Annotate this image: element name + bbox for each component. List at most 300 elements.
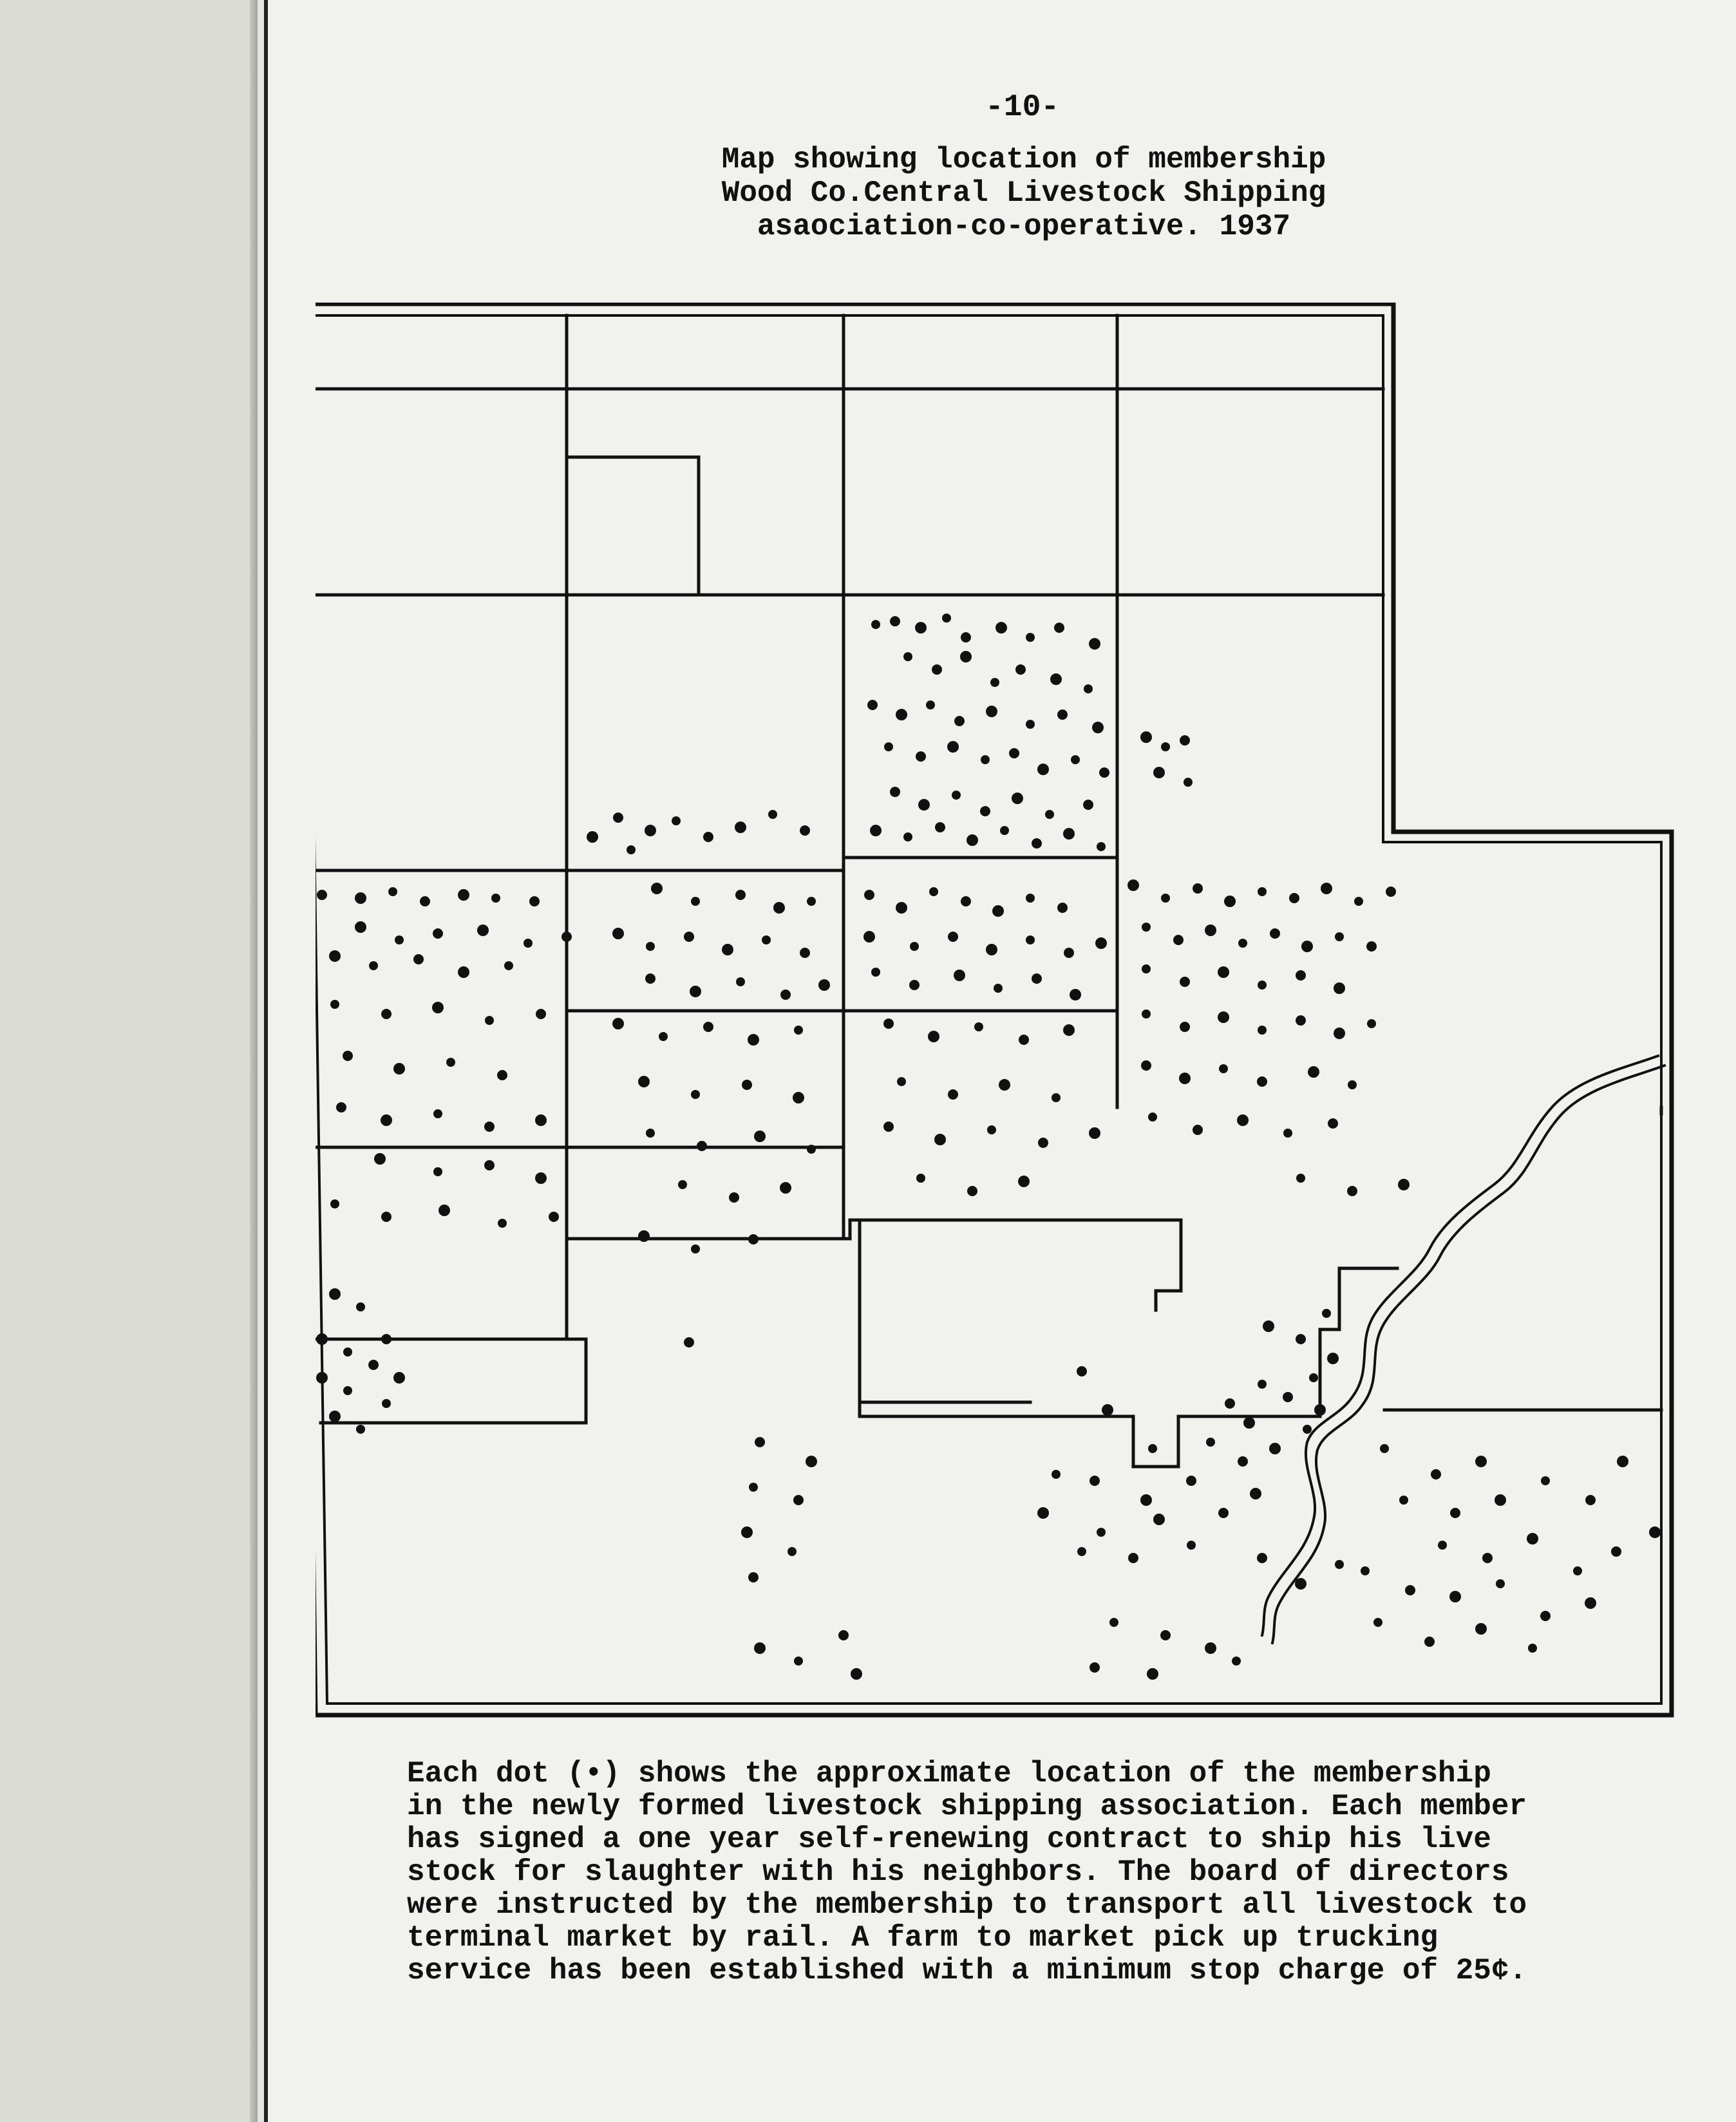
member-location-dot xyxy=(1026,633,1035,642)
member-location-dot xyxy=(910,942,919,951)
member-location-dot xyxy=(897,1077,906,1086)
member-location-dot xyxy=(1140,731,1152,743)
member-location-dot xyxy=(1232,1657,1241,1666)
member-location-dot xyxy=(987,1125,996,1134)
member-location-dot xyxy=(794,1026,803,1035)
member-location-dot xyxy=(1347,1186,1357,1196)
caption-line: Each dot (•) shows the approximate location of the membership xyxy=(407,1757,1491,1790)
member-location-dot xyxy=(780,990,791,1000)
member-location-dot xyxy=(929,887,938,896)
map-title-line: asaociation-co-operative. 1937 xyxy=(757,210,1291,243)
member-location-dot xyxy=(1099,767,1109,778)
member-location-dot xyxy=(1077,1547,1086,1556)
member-location-dot xyxy=(1142,923,1151,932)
member-location-dot xyxy=(735,890,746,900)
member-location-dot xyxy=(1097,842,1106,851)
member-location-dot xyxy=(773,902,785,914)
member-location-dot xyxy=(1438,1541,1447,1550)
member-location-dot xyxy=(1386,887,1396,897)
member-location-dot xyxy=(793,1495,804,1505)
member-location-dot xyxy=(1528,1644,1537,1653)
member-location-dot xyxy=(918,799,930,811)
caption-line: were instructed by the membership to transport all livestock to xyxy=(407,1888,1527,1922)
member-location-dot xyxy=(484,1122,495,1132)
member-location-dot xyxy=(561,932,572,942)
member-location-dot xyxy=(749,1483,758,1492)
member-location-dot xyxy=(1585,1597,1596,1609)
member-location-dot xyxy=(1095,937,1107,949)
member-location-dot xyxy=(736,977,745,986)
member-location-dot xyxy=(735,822,746,833)
member-location-dot xyxy=(1180,977,1190,987)
member-location-dot xyxy=(1180,1022,1190,1032)
member-location-dot xyxy=(1000,826,1009,835)
member-location-dot xyxy=(932,664,942,675)
member-location-dot xyxy=(961,632,971,643)
member-location-dot xyxy=(356,1425,365,1434)
member-location-dot xyxy=(1009,748,1019,758)
member-location-dot xyxy=(612,1018,624,1029)
member-location-dot xyxy=(433,928,443,939)
member-location-dot xyxy=(1334,1028,1345,1039)
member-location-dot xyxy=(613,812,623,823)
member-location-dot xyxy=(1050,673,1062,685)
member-location-dot xyxy=(413,954,424,964)
member-location-dot xyxy=(1052,1093,1061,1102)
member-location-dot xyxy=(691,1090,700,1099)
member-location-dot xyxy=(535,1114,547,1126)
member-location-dot xyxy=(806,1456,817,1467)
member-location-dot xyxy=(343,1347,352,1357)
member-location-dot xyxy=(388,887,397,896)
member-location-dot xyxy=(627,845,636,854)
member-location-dot xyxy=(1296,1174,1305,1183)
member-location-dot xyxy=(1321,883,1332,894)
member-location-dot xyxy=(890,616,900,626)
member-location-dot xyxy=(1270,928,1280,939)
member-location-dot xyxy=(1424,1637,1435,1647)
member-location-dot xyxy=(1071,755,1080,764)
member-location-dot xyxy=(1219,1064,1228,1073)
member-location-dot xyxy=(703,1022,713,1032)
member-location-dot xyxy=(1193,883,1203,894)
map-title-line: Wood Co.Central Livestock Shipping xyxy=(721,176,1326,210)
member-location-dot xyxy=(1296,1015,1306,1026)
member-location-dot xyxy=(1147,1668,1158,1680)
member-location-dot xyxy=(329,1411,341,1422)
member-location-dot xyxy=(368,1360,379,1370)
member-location-dot xyxy=(1617,1456,1628,1467)
member-location-dot xyxy=(381,1114,392,1126)
member-location-dot xyxy=(1160,1630,1171,1640)
member-location-dot xyxy=(1257,1553,1267,1563)
member-location-dot xyxy=(748,1034,759,1046)
member-location-dot xyxy=(1180,735,1190,746)
member-location-dot xyxy=(871,620,880,629)
caption-line: in the newly formed livestock shipping association. Each member xyxy=(407,1790,1527,1823)
member-location-dot xyxy=(1296,1334,1306,1344)
member-location-dot xyxy=(1032,838,1042,849)
member-location-dot xyxy=(1258,981,1267,990)
member-location-dot xyxy=(981,755,990,764)
member-location-dot xyxy=(703,832,713,842)
member-location-dot xyxy=(986,944,997,955)
member-location-dot xyxy=(1399,1496,1408,1505)
member-location-dot xyxy=(1054,623,1064,633)
member-location-dot xyxy=(1090,1476,1100,1486)
member-location-dot xyxy=(484,1160,495,1170)
member-location-dot xyxy=(807,897,816,906)
member-location-dot xyxy=(1296,970,1306,981)
member-location-dot xyxy=(903,652,912,661)
member-location-dot xyxy=(755,1437,765,1447)
caption-line: terminal market by rail. A farm to market pick up trucking xyxy=(407,1921,1439,1955)
member-location-dot xyxy=(691,897,700,906)
member-location-dot xyxy=(1263,1320,1274,1332)
member-location-dot xyxy=(974,1022,983,1031)
member-location-dot xyxy=(381,1212,392,1222)
member-location-dot xyxy=(871,968,880,977)
member-location-dot xyxy=(890,787,900,797)
member-location-dot xyxy=(1431,1469,1441,1479)
member-location-dot xyxy=(343,1386,352,1395)
member-location-dot xyxy=(446,1058,455,1067)
member-location-dot xyxy=(497,1070,507,1080)
member-location-dot xyxy=(369,961,378,970)
member-location-dot xyxy=(1064,948,1074,958)
member-location-dot xyxy=(960,651,972,662)
member-location-dot xyxy=(1077,1366,1087,1376)
member-location-dot xyxy=(1193,1125,1203,1135)
member-location-dot xyxy=(1012,793,1023,804)
member-location-dot xyxy=(992,905,1004,917)
member-location-dot xyxy=(1257,1076,1267,1087)
member-location-dot xyxy=(1018,1176,1030,1187)
member-location-dot xyxy=(1148,1444,1157,1453)
member-location-dot xyxy=(948,932,958,942)
member-location-dot xyxy=(646,1129,655,1138)
member-location-dot xyxy=(1026,935,1035,944)
member-location-dot xyxy=(916,1174,925,1183)
member-location-dot xyxy=(1205,925,1216,936)
member-location-dot xyxy=(1070,989,1081,1000)
member-location-dot xyxy=(1179,1073,1191,1084)
member-location-dot xyxy=(903,832,912,841)
member-location-dot xyxy=(1482,1553,1493,1563)
member-location-dot xyxy=(1496,1579,1505,1588)
member-location-dot xyxy=(1063,1024,1075,1036)
member-location-dot xyxy=(1327,1353,1339,1364)
member-location-dot xyxy=(491,894,500,903)
member-location-dot xyxy=(1037,764,1049,775)
member-location-dot xyxy=(1097,1528,1106,1537)
member-location-dot xyxy=(1527,1533,1538,1545)
member-location-dot xyxy=(1238,939,1247,948)
county-map xyxy=(316,303,1694,1725)
member-location-dot xyxy=(317,890,327,900)
member-location-dot xyxy=(1089,1127,1100,1139)
member-location-dot xyxy=(1366,941,1377,952)
map-title xyxy=(554,143,1494,243)
member-location-dot xyxy=(793,1092,804,1103)
member-location-dot xyxy=(1289,893,1299,903)
member-location-dot xyxy=(1015,664,1026,675)
member-location-dot xyxy=(1187,1541,1196,1550)
member-location-dot xyxy=(316,1333,328,1345)
member-location-dot xyxy=(1037,1507,1049,1519)
member-location-dot xyxy=(1334,982,1345,994)
member-location-dot xyxy=(788,1547,797,1556)
member-location-dot xyxy=(867,700,878,710)
member-location-dot xyxy=(1142,964,1151,973)
member-location-dot xyxy=(638,1076,650,1087)
member-location-dot xyxy=(863,931,875,943)
member-location-dot xyxy=(1398,1179,1410,1190)
member-location-dot xyxy=(645,825,656,836)
member-location-dot xyxy=(1301,941,1313,952)
member-location-dot xyxy=(1142,1009,1151,1019)
member-location-dot xyxy=(942,614,951,623)
member-location-dot xyxy=(395,935,404,944)
member-location-dot xyxy=(1063,828,1075,840)
member-location-dot xyxy=(883,1122,894,1132)
member-location-dot xyxy=(329,950,341,962)
member-location-dot xyxy=(343,1051,353,1061)
member-location-dot xyxy=(1019,1035,1029,1045)
member-location-dot xyxy=(1238,1456,1248,1467)
member-location-dot xyxy=(1153,767,1165,778)
member-location-dot xyxy=(935,822,945,832)
member-location-dot xyxy=(729,1192,739,1203)
member-location-dot xyxy=(800,825,810,836)
member-location-dot xyxy=(336,1102,346,1113)
member-location-dot xyxy=(1206,1438,1215,1447)
member-location-dot xyxy=(947,741,959,753)
member-location-dot xyxy=(1450,1508,1460,1518)
member-location-dot xyxy=(1380,1444,1389,1453)
member-location-dot xyxy=(587,831,598,843)
member-location-dot xyxy=(896,902,907,914)
member-location-dot xyxy=(1148,1113,1157,1122)
member-location-dot xyxy=(800,948,810,958)
caption-line: has signed a one year self-renewing contract to ship his live xyxy=(407,1823,1491,1856)
member-location-dot xyxy=(1335,932,1344,941)
member-location-dot xyxy=(754,1642,766,1654)
member-location-dot xyxy=(316,1372,328,1384)
member-location-dot xyxy=(980,806,990,816)
member-location-dot xyxy=(1649,1526,1661,1538)
member-location-dot xyxy=(1237,1114,1249,1126)
member-location-dot xyxy=(1052,1470,1061,1479)
member-location-dot xyxy=(1328,1118,1338,1129)
member-location-dot xyxy=(645,973,656,984)
member-location-dot xyxy=(1258,1380,1267,1389)
member-location-dot xyxy=(1475,1456,1487,1467)
member-location-dot xyxy=(498,1219,507,1228)
member-location-dot xyxy=(1611,1546,1621,1557)
member-location-dot xyxy=(986,706,997,717)
member-location-dot xyxy=(1153,1514,1165,1525)
member-location-dot xyxy=(999,1079,1010,1091)
member-location-dot xyxy=(1354,897,1363,906)
member-location-dot xyxy=(355,892,366,904)
page-number: -10- xyxy=(985,90,1060,125)
member-location-dot xyxy=(909,980,920,990)
member-location-dot xyxy=(549,1212,559,1222)
member-location-dot xyxy=(934,1134,946,1145)
member-location-dot xyxy=(690,986,701,997)
township-lines xyxy=(316,315,1661,1704)
member-location-dot xyxy=(381,1334,392,1344)
member-location-dot xyxy=(1367,1019,1376,1028)
member-location-dot xyxy=(838,1630,849,1640)
adjacent-page xyxy=(0,0,258,2122)
member-location-dot xyxy=(807,1145,816,1154)
member-location-dot xyxy=(1141,1060,1151,1071)
member-location-dot xyxy=(659,1032,668,1041)
member-location-dot xyxy=(504,961,513,970)
member-location-dot xyxy=(915,622,927,634)
member-location-dot xyxy=(1258,887,1267,896)
member-location-dot xyxy=(1205,1642,1216,1654)
member-location-dot xyxy=(651,883,663,894)
book-spine xyxy=(250,0,258,2122)
member-location-dot xyxy=(1184,778,1193,787)
member-location-dot xyxy=(1361,1566,1370,1575)
member-location-dot xyxy=(954,970,965,981)
member-location-dot xyxy=(536,1009,546,1019)
member-location-dot xyxy=(1032,973,1042,984)
member-location-dot xyxy=(1250,1488,1261,1499)
member-location-dot xyxy=(1161,894,1170,903)
member-location-dot xyxy=(1026,720,1035,729)
member-location-dot xyxy=(748,1234,759,1244)
member-location-dot xyxy=(1092,722,1104,733)
member-location-dot xyxy=(458,889,469,901)
member-location-dot xyxy=(458,966,469,978)
member-location-dot xyxy=(1218,966,1229,978)
member-location-dot xyxy=(1084,684,1093,693)
member-location-dot xyxy=(433,1167,442,1176)
member-location-dot xyxy=(916,751,926,762)
member-location-dot xyxy=(1405,1585,1415,1595)
member-location-dot xyxy=(884,742,893,751)
member-location-dot xyxy=(768,810,777,819)
member-location-dot xyxy=(1224,896,1236,907)
member-location-dot xyxy=(1303,1425,1312,1434)
member-location-dot xyxy=(1348,1080,1357,1089)
member-location-dot xyxy=(818,979,830,991)
member-location-dot xyxy=(1322,1309,1331,1318)
member-location-dot xyxy=(1573,1566,1582,1575)
member-location-dot xyxy=(926,700,935,709)
member-location-dot xyxy=(990,678,999,687)
member-location-dot xyxy=(1128,1553,1138,1563)
member-location-dot xyxy=(1295,1578,1307,1590)
member-location-dot xyxy=(485,1016,494,1025)
member-location-dot xyxy=(1083,800,1093,810)
member-location-dot xyxy=(780,1182,791,1194)
member-location-dot xyxy=(381,1009,392,1019)
member-location-dot xyxy=(646,942,655,951)
member-location-dot xyxy=(754,1131,766,1142)
member-location-dot xyxy=(382,1399,391,1408)
caption-line: stock for slaughter with his neighbors. The board of directors xyxy=(407,1855,1509,1889)
member-location-dot xyxy=(672,816,681,825)
member-location-dot xyxy=(1026,894,1035,903)
member-location-dot xyxy=(1540,1611,1551,1621)
member-location-dot xyxy=(1283,1129,1292,1138)
member-location-dot xyxy=(330,1000,339,1009)
member-location-dot xyxy=(1495,1494,1506,1506)
member-location-dot xyxy=(1045,810,1054,819)
member-location-dot xyxy=(1269,1443,1281,1454)
member-location-dot xyxy=(961,896,971,906)
member-location-dot xyxy=(994,984,1003,993)
member-location-dot xyxy=(896,709,907,720)
member-location-dot xyxy=(684,932,694,942)
member-location-dot xyxy=(864,890,874,900)
member-location-dot xyxy=(1102,1404,1113,1416)
member-location-dot xyxy=(1475,1623,1487,1635)
member-location-dot xyxy=(742,1080,752,1090)
member-location-dot xyxy=(374,1153,386,1165)
member-location-dot xyxy=(1057,903,1068,913)
member-location-dot xyxy=(954,716,965,726)
member-location-dot xyxy=(535,1172,547,1184)
member-location-dot xyxy=(691,1244,700,1253)
member-location-dot xyxy=(1140,1494,1152,1506)
member-location-dot xyxy=(741,1526,753,1538)
member-location-dot xyxy=(1109,1618,1118,1627)
member-location-dot xyxy=(851,1668,862,1680)
member-location-dot xyxy=(432,1002,444,1013)
member-location-dot xyxy=(439,1205,450,1216)
member-location-dot xyxy=(1127,879,1139,891)
member-location-dot xyxy=(948,1089,958,1100)
caption-line: service has been established with a minimum stop charge of 25¢. xyxy=(407,1954,1527,1987)
member-location-dot xyxy=(433,1109,442,1118)
member-location-dot xyxy=(1218,1508,1229,1518)
member-location-dot xyxy=(1186,1476,1196,1486)
member-location-dot xyxy=(1218,1011,1229,1023)
member-location-dot xyxy=(1089,638,1100,650)
member-location-dot xyxy=(612,928,624,939)
member-location-dot xyxy=(1335,1560,1344,1569)
member-location-dot xyxy=(1173,935,1184,945)
member-location-dot xyxy=(355,921,366,933)
member-location-dot xyxy=(1283,1392,1293,1402)
member-location-dot xyxy=(1309,1373,1318,1382)
member-location-dot xyxy=(684,1337,694,1347)
member-location-dot xyxy=(883,1019,894,1029)
member-location-dot xyxy=(1449,1591,1461,1602)
member-location-dot xyxy=(420,896,430,906)
member-location-dot xyxy=(1038,1138,1048,1148)
member-location-dot xyxy=(1585,1495,1596,1505)
member-location-dot xyxy=(393,1063,405,1075)
member-location-dot xyxy=(1308,1066,1319,1078)
member-location-dot xyxy=(1541,1476,1550,1485)
member-location-dot xyxy=(928,1031,939,1042)
member-location-dot xyxy=(638,1230,650,1242)
member-location-dot xyxy=(1373,1618,1382,1627)
member-location-dot xyxy=(952,791,961,800)
member-location-dot xyxy=(794,1657,803,1666)
member-location-dot xyxy=(1057,709,1068,720)
member-location-dot xyxy=(1090,1662,1100,1673)
member-location-dot xyxy=(762,935,771,944)
